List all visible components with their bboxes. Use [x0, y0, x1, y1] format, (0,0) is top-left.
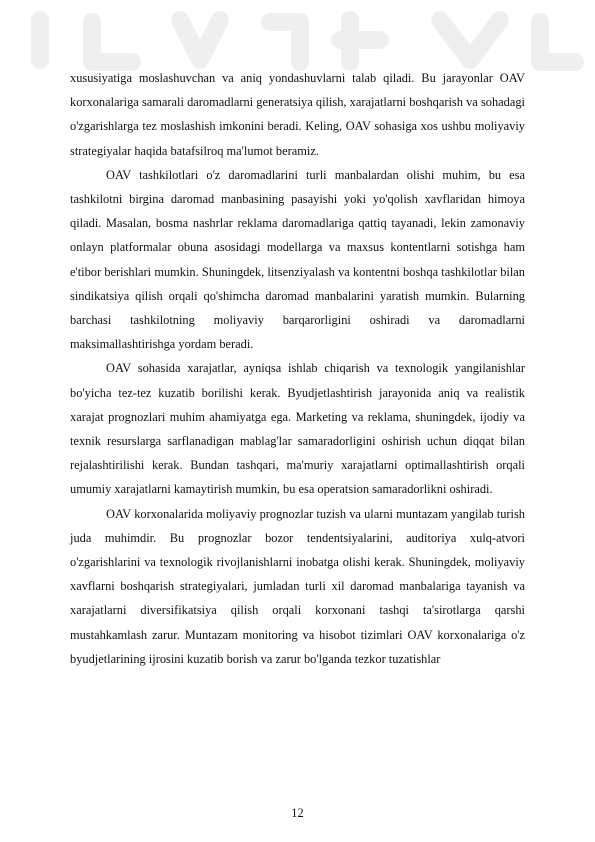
page-number: 12	[291, 806, 304, 820]
paragraph-3: OAV sohasida xarajatlar, ayniqsa ishlab chiqarish va texnologik yangilanishlar bo'yicha tez-tez kuzatib borilishi kerak. Byudjetlashtirish jarayonida aniq va realistik xarajat prognozlari muhim ahamiyatga ega. Marketing va reklama, shuningdek, ijodiy va texnik resurslarga sarflanadigan mablag'lar samaradorligini oshirish uchun diqqat bilan rejalashtirilishi kerak. Bundan tashqari, ma'muriy xarajatlarni optimallashtirish orqali umumiy xarajatlarni kamaytirish mumkin, bu esa operatsion samaradorlikni oshiradi.	[70, 361, 525, 497]
page-body	[70, 66, 525, 671]
paragraph-1: xususiyatiga moslashuvchan va aniq yondashuvlarni talab qiladi. Bu jarayonlar OAV korxonalariga samarali daromadlarni generatsiya qilish, xarajatlarni boshqarish va sohadagi o'zgarishlarga tez moslashish imkonini beradi. Keling, OAV sohasiga xos ushbu moliyaviy strategiyalar haqida batafsilroq ma'lumot beramiz.	[70, 71, 525, 158]
paragraph-2: OAV tashkilotlari o'z daromadlarini turli manbalardan olishi muhim, bu esa tashkilotni birgina daromad manbasining pasayishi yoki yo'qolish xavflaridan himoya qiladi. Masalan, bosma nashrlar reklama daromadlariga qattiq tayanadi, lekin zamonaviy onlayn platformalar obuna asosidagi modellarga va maxsus kontentlarni sotishga ham e'tibor berishlari mumkin. Shuningdek, litsenziyalash va kontentni boshqa tashkilotlar bilan sindikatsiya qilish orqali qo'shimcha daromad manbalarini yaratish mumkin. Bularning barchasi tashkilotning moliyaviy barqarorligini oshiradi va daromadlarni maksimallashtirishga yordam beradi.	[70, 167, 525, 352]
paragraph-4: OAV korxonalarida moliyaviy prognozlar tuzish va ularni muntazam yangilab turish juda muhimdir. Bu prognozlar bozor tendentsiyalarini, auditoriya xulq-atvori o'zgarishlarini va texnologik rivojlanishlarni inobatga olishi kerak. Shuningdek, moliyaviy xavflarni boshqarish strategiyalari, jumladan turli xil daromad manbalariga tayanish va xarajatlarni diversifikatsiya qilish orqali korxonani tashqi ta'sirotlarga qarshi mustahkamlash zarur. Muntazam monitoring va hisobot tizimlari OAV korxonalariga o'z byudjetlarining ijrosini kuzatib borish va zarur bo'lganda tezkor tuzatishlar	[70, 506, 525, 666]
